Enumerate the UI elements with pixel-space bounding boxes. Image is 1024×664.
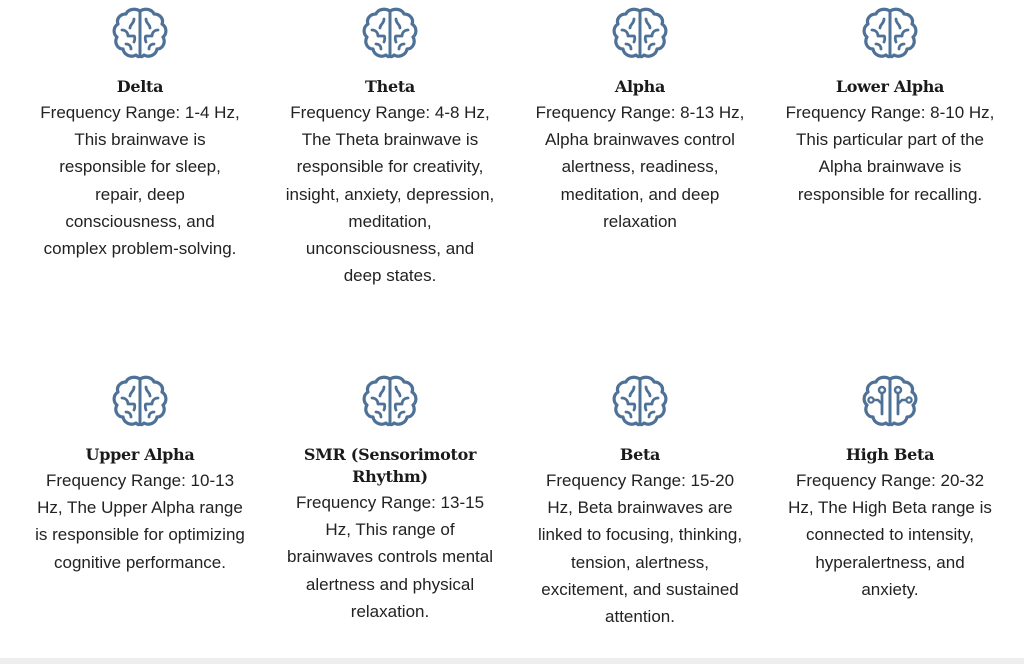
card-title: Beta: [619, 445, 661, 464]
bottom-divider: [0, 658, 1024, 664]
brain-icon: [608, 370, 672, 434]
brainwave-card-delta: [15, 0, 265, 368]
card-description: Frequency Range: 8-13 Hz, Alpha brainwaves control alertness, readiness, meditation, and deep relaxation: [535, 103, 745, 231]
brainwave-grid: [15, 0, 1015, 664]
brain-icon: [358, 2, 422, 66]
card-title: Theta: [365, 77, 415, 96]
card-description: Frequency Range: 10-13 Hz, The Upper Alpha range is responsible for optimizing cognitive performance.: [35, 471, 245, 572]
card-title: High Beta: [845, 445, 935, 464]
card-title: Delta: [116, 77, 164, 96]
brain-icon: [858, 2, 922, 66]
card-description: Frequency Range: 4-8 Hz, The Theta brainwave is responsible for creativity, insight, anxiety, depression, meditation, unconsciousness, and deep states.: [285, 103, 495, 286]
brain-icon: [108, 370, 172, 434]
brain-icon: [358, 370, 422, 434]
card-description: Frequency Range: 1-4 Hz, This brainwave is responsible for sleep, repair, deep consciousness, and complex problem-solving.: [40, 103, 240, 259]
brainwave-card-high-beta: [765, 368, 1015, 664]
brainwave-card-beta: [515, 368, 765, 664]
card-description: Frequency Range: 20-32 Hz, The High Beta range is connected to intensity, hyperalertness, and anxiety.: [788, 471, 992, 599]
card-title: SMR (Sensorimotor Rhythm): [303, 445, 477, 486]
card-title: Upper Alpha: [85, 445, 195, 464]
brainwave-card-alpha: [515, 0, 765, 368]
card-title: Alpha: [614, 77, 666, 96]
brain-icon: [108, 2, 172, 66]
brain-circuit-icon: [858, 370, 922, 434]
card-title: Lower Alpha: [835, 77, 945, 96]
card-description: Frequency Range: 15-20 Hz, Beta brainwaves are linked to focusing, thinking, tension, alertness, excitement, and sustained attention.: [537, 471, 743, 627]
brainwave-card-smr: [265, 368, 515, 664]
card-description: Frequency Range: 13-15 Hz, This range of brainwaves controls mental alertness and physical relaxation.: [287, 493, 493, 621]
brain-icon: [608, 2, 672, 66]
card-description: Frequency Range: 8-10 Hz, This particular part of the Alpha brainwave is responsible for recalling.: [785, 103, 995, 204]
brainwave-card-lower-alpha: [765, 0, 1015, 368]
brainwave-card-upper-alpha: [15, 368, 265, 664]
brainwave-card-theta: [265, 0, 515, 368]
